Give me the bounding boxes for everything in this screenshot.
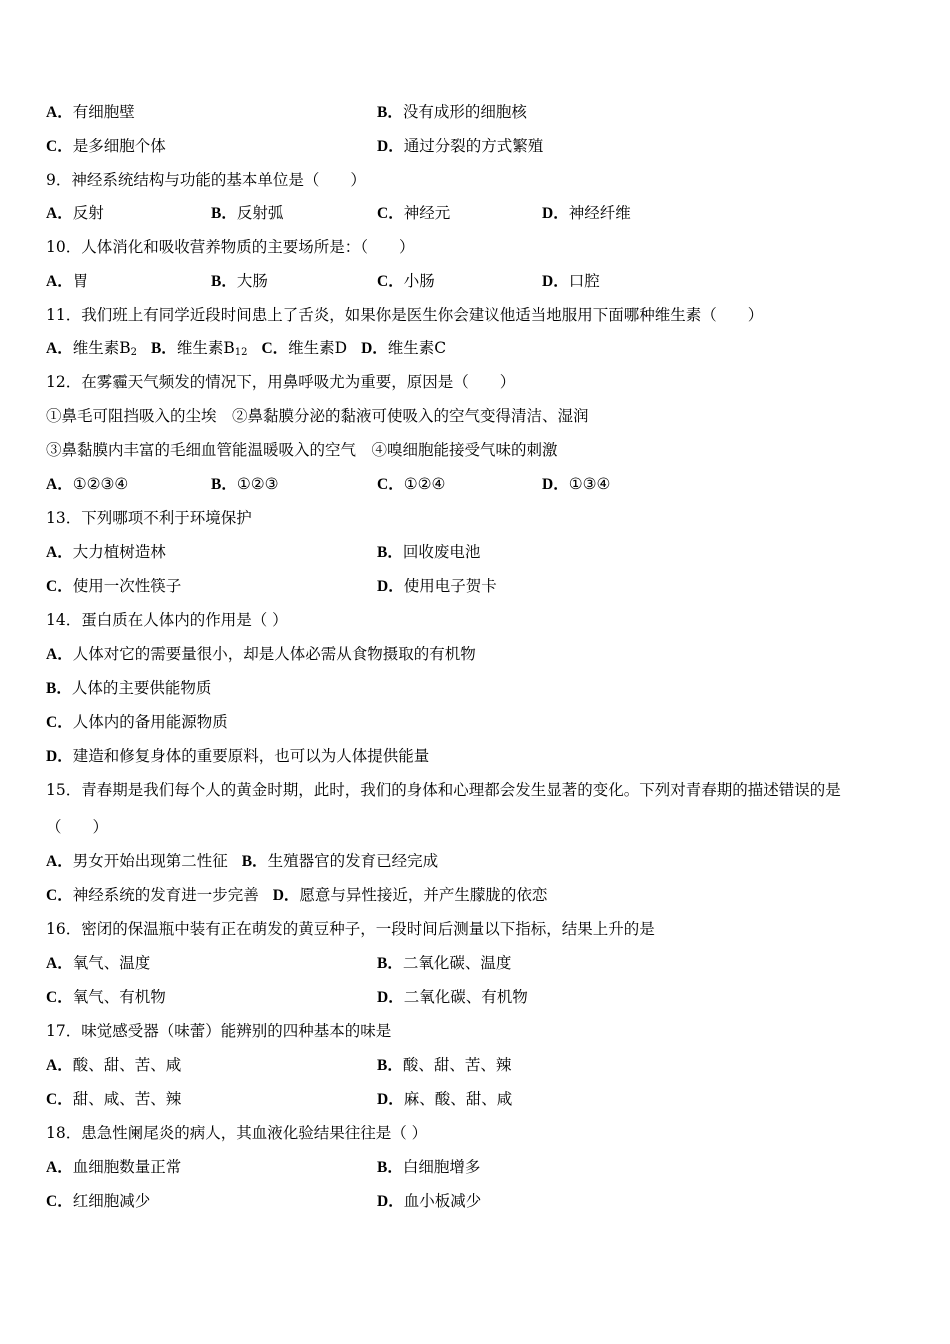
option-text: 回收废电池 xyxy=(402,543,481,561)
q15-option-b xyxy=(242,852,438,870)
option-label: A． xyxy=(46,340,73,357)
option-text: 小肠 xyxy=(403,272,435,290)
q11-option-c xyxy=(261,339,347,357)
q14-option-d xyxy=(46,746,429,766)
option-label: D． xyxy=(377,138,404,155)
option-label: D． xyxy=(377,989,404,1006)
q15-option-d xyxy=(273,886,548,904)
option-text: 神经系统的发育进一步完善 xyxy=(72,886,259,904)
option-label: A． xyxy=(46,273,73,290)
option-text: 酸、甜、苦、辣 xyxy=(402,1056,512,1074)
option-label: B． xyxy=(377,955,403,972)
option-label: A． xyxy=(46,205,73,222)
option-label: D． xyxy=(272,887,300,904)
q11-stem: 11．我们班上有同学近段时间患上了舌炎，如果你是医生你会建议他适当地服用下面哪种维生素（ ） xyxy=(46,306,764,324)
q12-option-a xyxy=(46,474,128,495)
option-label: B． xyxy=(46,680,72,697)
q10-option-d xyxy=(542,271,600,292)
option-text: 维生素C xyxy=(387,339,447,357)
option-label: D． xyxy=(377,1193,404,1210)
q8-option-a xyxy=(46,102,135,123)
q17-stem: 17．味觉感受器（味蕾）能辨别的四种基本的味是 xyxy=(46,1022,392,1040)
option-text: 大力植树造林 xyxy=(72,543,166,561)
q12-option-b xyxy=(211,474,279,495)
option-text: 白细胞增多 xyxy=(402,1158,481,1176)
q8-option-b xyxy=(377,102,527,123)
option-text: 神经纤维 xyxy=(568,204,631,222)
q15-option-c xyxy=(46,886,259,904)
option-text: ①②③④ xyxy=(72,475,129,493)
q13-option-c xyxy=(46,576,181,597)
option-label: C． xyxy=(377,476,404,493)
option-text: 血细胞数量正常 xyxy=(72,1158,182,1176)
option-label: C． xyxy=(377,273,404,290)
option-label: D． xyxy=(542,205,569,222)
option-label: C． xyxy=(46,1091,73,1108)
q8-option-c xyxy=(46,136,166,157)
q13-stem: 13．下列哪项不利于环境保护 xyxy=(46,509,252,527)
option-text: 甜、咸、苦、辣 xyxy=(72,1090,182,1108)
option-text: ①②③ xyxy=(236,475,279,493)
q14-option-c xyxy=(46,712,228,732)
option-label: A． xyxy=(46,646,73,663)
q17-option-d xyxy=(377,1089,512,1110)
option-text: 人体对它的需要量很小，却是人体必需从食物摄取的有机物 xyxy=(72,645,476,663)
q10-stem: 10．人体消化和吸收营养物质的主要场所是：（ ） xyxy=(46,238,415,256)
option-text: 大肠 xyxy=(236,272,268,290)
q17-option-b xyxy=(377,1055,511,1076)
option-text: ①③④ xyxy=(568,475,611,493)
q17-option-a xyxy=(46,1055,181,1076)
option-text: 维生素B xyxy=(72,339,131,357)
subscript: 2 xyxy=(130,347,137,358)
option-text: 氧气、有机物 xyxy=(72,988,166,1006)
q15-stem-paren: （ ） xyxy=(46,818,109,836)
option-label: A． xyxy=(46,853,73,870)
option-label: D． xyxy=(377,578,404,595)
q13-option-b xyxy=(377,542,480,563)
option-label: B． xyxy=(377,1159,403,1176)
q15-options-row1 xyxy=(46,851,438,871)
q11-option-d xyxy=(361,339,446,357)
option-text: 酸、甜、苦、咸 xyxy=(72,1056,182,1074)
q9-option-a xyxy=(46,203,104,224)
option-label: C． xyxy=(261,340,289,357)
option-text: 麻、酸、甜、咸 xyxy=(403,1090,513,1108)
option-text: 氧气、温度 xyxy=(72,954,151,972)
q18-stem: 18．患急性阑尾炎的病人，其血液化验结果往往是（ ） xyxy=(46,1124,428,1142)
q9-option-b xyxy=(211,203,283,224)
option-label: D． xyxy=(46,748,73,765)
q9-option-c xyxy=(377,203,450,224)
option-text: 二氧化碳、温度 xyxy=(402,954,512,972)
option-label: A． xyxy=(46,955,73,972)
option-text: 神经元 xyxy=(403,204,451,222)
q12-statement-2: ③鼻黏膜内丰富的毛细血管能温暖吸入的空气 ④嗅细胞能接受气味的刺激 xyxy=(46,441,558,459)
q14-stem: 14．蛋白质在人体内的作用是（ ） xyxy=(46,611,288,629)
option-text: 愿意与异性接近，并产生朦胧的依恋 xyxy=(299,886,548,904)
option-text: 通过分裂的方式繁殖 xyxy=(403,137,544,155)
q12-statement-1: ①鼻毛可阻挡吸入的尘埃 ②鼻黏膜分泌的黏液可使吸入的空气变得清洁、湿润 xyxy=(46,407,589,425)
q13-option-a xyxy=(46,542,166,563)
option-label: C． xyxy=(377,205,404,222)
option-text: 血小板减少 xyxy=(403,1192,482,1210)
q16-option-b xyxy=(377,953,511,974)
option-label: A． xyxy=(46,1057,73,1074)
option-text: 男女开始出现第二性征 xyxy=(72,852,228,870)
option-label: D． xyxy=(542,476,569,493)
option-text: 维生素D xyxy=(288,339,348,357)
q15-option-a xyxy=(46,852,228,870)
option-label: D． xyxy=(542,273,569,290)
option-text: 口腔 xyxy=(568,272,600,290)
option-label: B． xyxy=(211,273,237,290)
q10-option-c xyxy=(377,271,435,292)
option-text: 有细胞壁 xyxy=(72,103,135,121)
q16-stem: 16．密闭的保温瓶中装有正在萌发的黄豆种子，一段时间后测量以下指标，结果上升的是 xyxy=(46,920,655,938)
option-label: D． xyxy=(377,1091,404,1108)
option-text: 是多细胞个体 xyxy=(72,137,166,155)
q11-options xyxy=(46,338,446,358)
option-label: B． xyxy=(377,104,403,121)
q10-option-a xyxy=(46,271,88,292)
option-label: C． xyxy=(46,714,73,731)
q14-option-a xyxy=(46,644,476,664)
q12-option-d xyxy=(542,474,610,495)
q16-option-d xyxy=(377,987,528,1008)
q18-option-d xyxy=(377,1191,481,1212)
option-label: A． xyxy=(46,544,73,561)
q18-option-c xyxy=(46,1191,150,1212)
option-text: 胃 xyxy=(72,272,89,290)
q18-option-b xyxy=(377,1157,480,1178)
option-text: 二氧化碳、有机物 xyxy=(403,988,528,1006)
option-label: D． xyxy=(361,340,388,357)
q12-stem: 12．在雾霾天气频发的情况下，用鼻呼吸尤为重要，原因是（ ） xyxy=(46,373,516,391)
option-label: A． xyxy=(46,476,73,493)
option-label: A． xyxy=(46,104,73,121)
option-label: B． xyxy=(211,205,237,222)
q13-option-d xyxy=(377,576,497,597)
option-text: ①②④ xyxy=(403,475,446,493)
q10-option-b xyxy=(211,271,268,292)
option-text: 使用电子贺卡 xyxy=(403,577,497,595)
option-label: A． xyxy=(46,1159,73,1176)
subscript: 12 xyxy=(234,347,248,358)
q16-option-c xyxy=(46,987,166,1008)
option-text: 反射弧 xyxy=(236,204,284,222)
option-text: 没有成形的细胞核 xyxy=(402,103,527,121)
q18-option-a xyxy=(46,1157,181,1178)
option-text: 使用一次性筷子 xyxy=(72,577,182,595)
option-label: C． xyxy=(46,1193,73,1210)
q15-stem: 15．青春期是我们每个人的黄金时期，此时，我们的身体和心理都会发生显著的变化。下列对青春期的描述错误的是 xyxy=(46,781,841,799)
option-label: C． xyxy=(46,989,73,1006)
q12-option-c xyxy=(377,474,445,495)
q9-option-d xyxy=(542,203,631,224)
option-text: 人体内的备用能源物质 xyxy=(72,713,228,731)
option-label: B． xyxy=(241,853,268,870)
option-text: 反射 xyxy=(72,204,104,222)
option-text: 人体的主要供能物质 xyxy=(71,679,212,697)
option-label: B． xyxy=(211,476,237,493)
q14-option-b xyxy=(46,678,211,698)
option-text: 维生素B xyxy=(176,339,235,357)
q11-option-b xyxy=(151,339,247,357)
option-label: C． xyxy=(46,578,73,595)
option-label: B． xyxy=(150,340,177,357)
option-label: B． xyxy=(377,1057,403,1074)
option-label: C． xyxy=(46,887,73,904)
option-label: B． xyxy=(377,544,403,561)
q9-stem: 9．神经系统结构与功能的基本单位是（ ） xyxy=(46,171,366,189)
q11-option-a xyxy=(46,339,137,357)
option-text: 红细胞减少 xyxy=(72,1192,151,1210)
q15-options-row2 xyxy=(46,885,547,905)
option-text: 生殖器官的发育已经完成 xyxy=(267,852,439,870)
q8-option-d xyxy=(377,136,543,157)
option-label: C． xyxy=(46,138,73,155)
q16-option-a xyxy=(46,953,150,974)
option-text: 建造和修复身体的重要原料，也可以为人体提供能量 xyxy=(72,747,430,765)
q17-option-c xyxy=(46,1089,181,1110)
